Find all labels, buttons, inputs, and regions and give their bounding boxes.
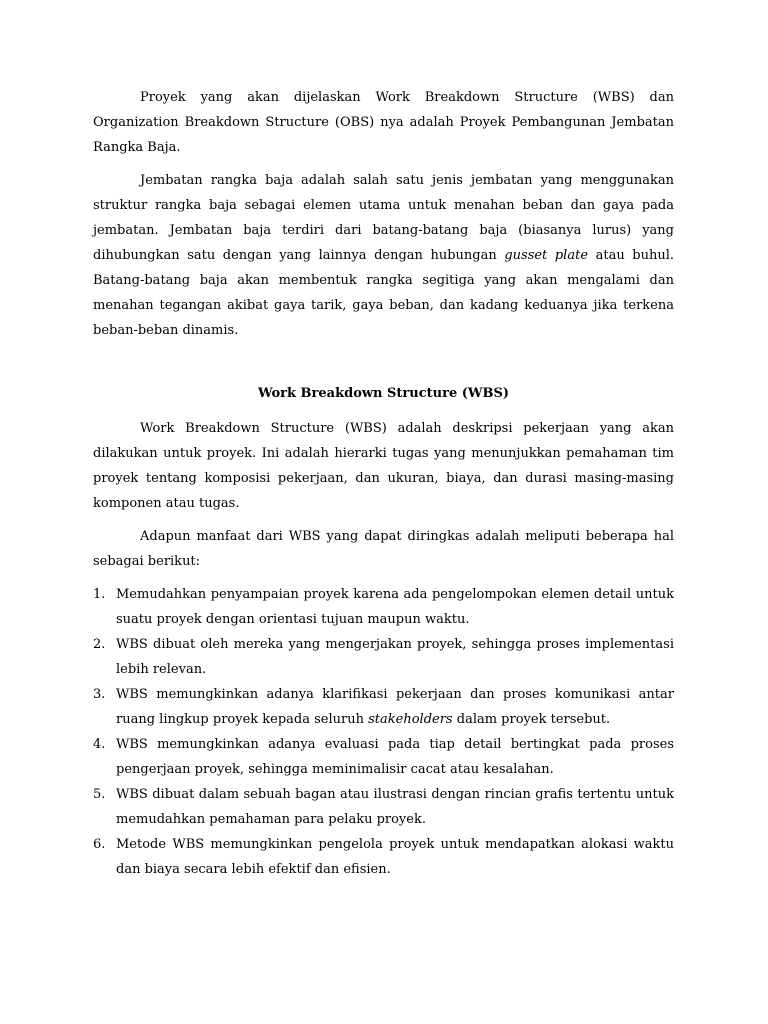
wbs-benefits-intro-paragraph: Adapun manfaat dari WBS yang dapat diringkas adalah meliputi beberapa hal sebagai berikut: bbox=[93, 529, 674, 569]
intro-paragraph-steel-bridge bbox=[93, 168, 674, 343]
list-item-number: 3. bbox=[93, 687, 106, 702]
wbs-section-heading: Work Breakdown Structure (WBS) bbox=[257, 386, 510, 401]
list-item bbox=[93, 732, 674, 782]
list-item bbox=[93, 632, 674, 682]
list-item-text-end: dalam proyek tersebut. bbox=[452, 712, 611, 727]
list-item-text: WBS memungkinkan adanya evaluasi pada tiap detail bertingkat pada proses pengerjaan proyek, sehingga meminimalisir cacat atau kesalahan. bbox=[116, 737, 674, 777]
list-item-text-start: WBS memungkinkan adanya klarifikasi pekerjaan dan proses komunikasi antar ruang lingkup proyek kepada seluruh bbox=[116, 687, 674, 727]
list-item bbox=[93, 682, 674, 732]
list-item-number: 6. bbox=[93, 837, 106, 852]
stakeholders-term: stakeholders bbox=[368, 712, 453, 727]
list-item bbox=[93, 582, 674, 632]
list-item-text: WBS dibuat dalam sebuah bagan atau ilustrasi dengan rincian grafis tertentu untuk memudahkan pemahaman para pelaku proyek. bbox=[116, 787, 674, 827]
list-item-number: 4. bbox=[93, 737, 106, 752]
steel-bridge-text-start: Jembatan rangka baja adalah salah satu jenis jembatan yang menggunakan struktur rangka baja sebagai elemen utama untuk menahan beban dan gaya pada jembatan. Jembatan baja terdiri dari batang-batang baja (biasanya lurus) yang dihubungkan satu dengan yang lainnya dengan hubungan bbox=[93, 173, 674, 263]
list-item-text: Memudahkan penyampaian proyek karena ada pengelompokan elemen detail untuk suatu proyek dengan orientasi tujuan maupun waktu. bbox=[116, 587, 674, 627]
list-item bbox=[93, 832, 674, 882]
list-item bbox=[93, 782, 674, 832]
wbs-definition-paragraph: Work Breakdown Structure (WBS) adalah deskripsi pekerjaan yang akan dilakukan untuk proyek. Ini adalah hierarki tugas yang menunjukkan pemahaman tim proyek tentang komposisi pekerjaan, dan ukuran, biaya, dan durasi masing-masing komponen atau tugas. bbox=[93, 421, 674, 511]
wbs-benefits-list bbox=[93, 582, 674, 882]
list-item-text: WBS dibuat oleh mereka yang mengerjakan proyek, sehingga proses implementasi lebih relevan. bbox=[116, 637, 674, 677]
list-item-number: 5. bbox=[93, 787, 106, 802]
list-item-number: 2. bbox=[93, 637, 106, 652]
document-body bbox=[93, 85, 674, 882]
steel-bridge-text-end: atau buhul. Batang-batang baja akan membentuk rangka segitiga yang akan mengalami dan menahan tegangan akibat gaya tarik, gaya beban, dan kadang keduanya jika terkena beban-beban dinamis. bbox=[93, 248, 675, 338]
intro-paragraph-project: Proyek yang akan dijelaskan Work Breakdown Structure (WBS) dan Organization Breakdown Structure (OBS) nya adalah Proyek Pembangunan Jembatan Rangka Baja. bbox=[93, 90, 674, 155]
list-item-number: 1. bbox=[93, 587, 106, 602]
list-item-text: Metode WBS memungkinkan pengelola proyek untuk mendapatkan alokasi waktu dan biaya secara lebih efektif dan efisien. bbox=[116, 837, 674, 877]
gusset-plate-term: gusset plate bbox=[504, 248, 589, 263]
